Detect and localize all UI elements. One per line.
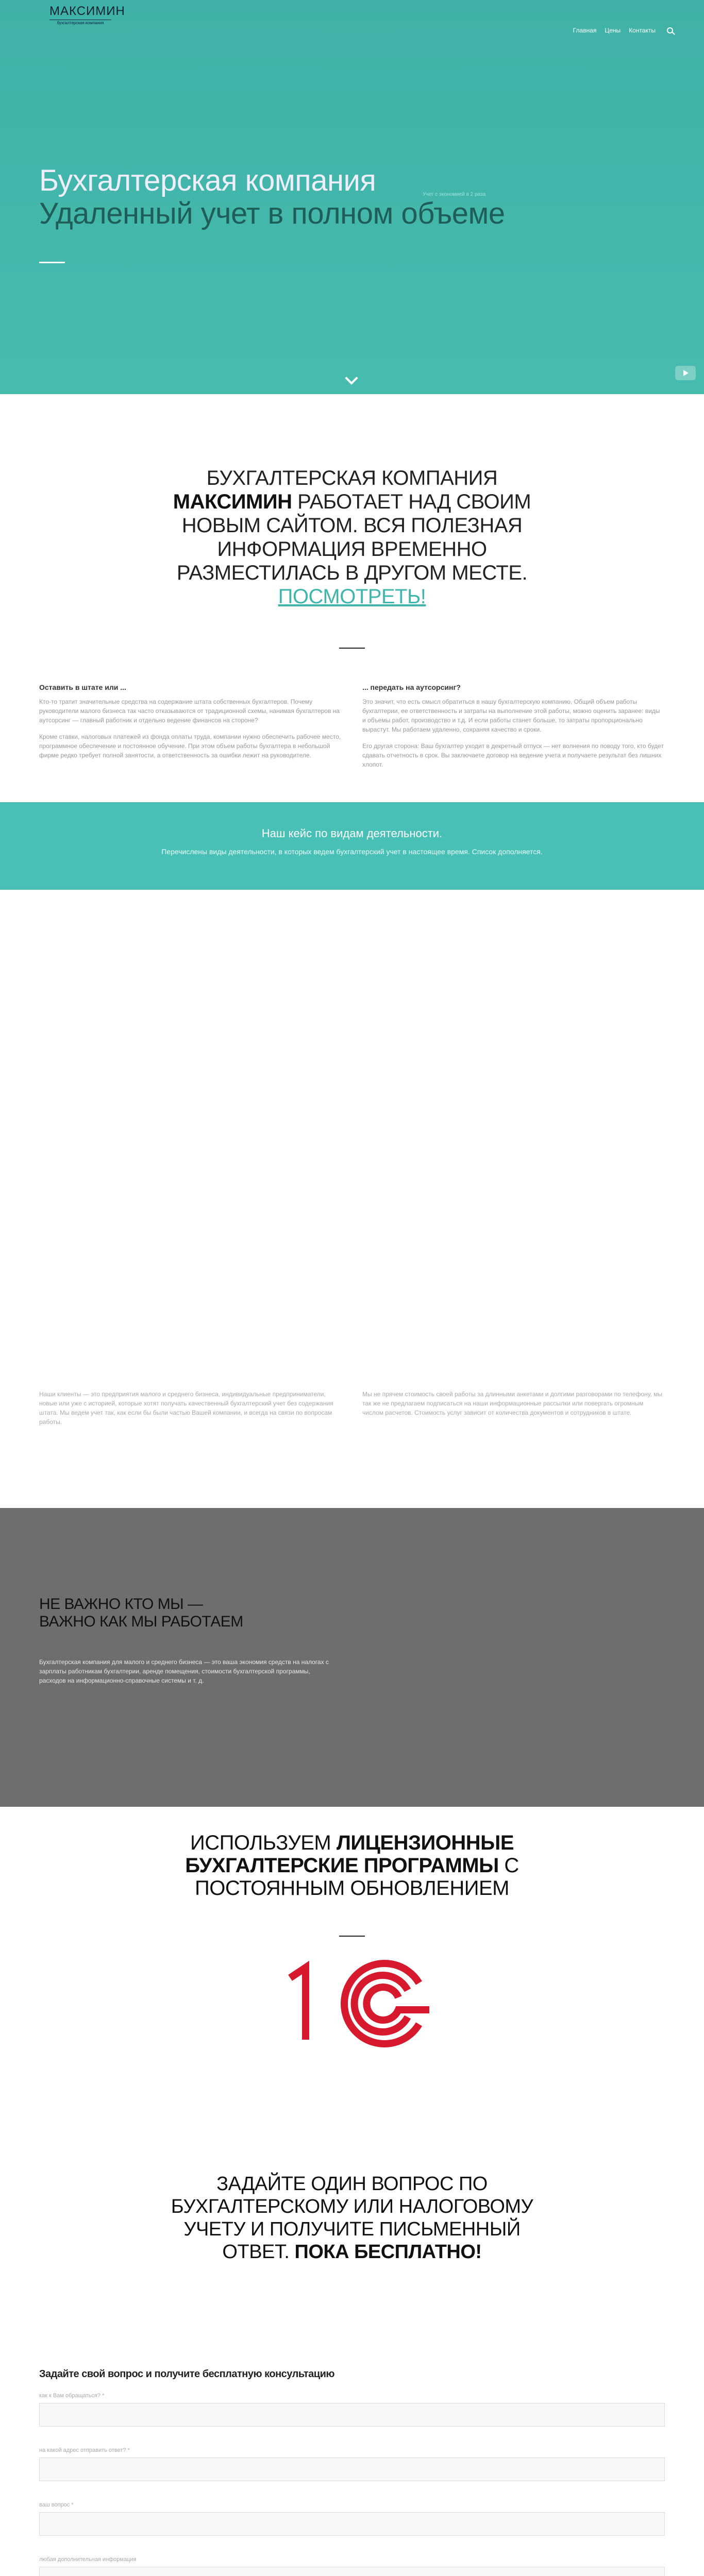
left-column-text-2: Кроме ставки, налоговых платежей из фонда оплаты труда, компании нужно обеспечить рабочее место, программное обеспечение и постоянное обучение. При этом объем работы бухгалтера в небольшой фирме редко требует полной занятости, а ответственность за ошибки лежит на руководителе. [39, 733, 341, 759]
nav-home[interactable]: Главная [573, 27, 597, 34]
activity-subtitle: Перечислены виды деятельности, в которых ведем бухгалтерский учет в настоящее время. Список дополняется. [161, 848, 543, 856]
logo-title: МАКСИМИН [49, 4, 125, 18]
question-field[interactable] [39, 2512, 665, 2536]
intro-link[interactable]: ПОСМОТРЕТЬ! [278, 585, 426, 608]
license-section [0, 1807, 704, 2162]
email-field[interactable] [39, 2458, 665, 2481]
blank-area [0, 890, 704, 1389]
onec-logo [270, 1957, 434, 2050]
right-column [362, 683, 665, 776]
nav-prices[interactable]: Цены [605, 27, 621, 34]
left-column-text-1: Кто-то тратит значительные средства на содержание штата собственных бухгалтеров. Почему руководители малого бизнеса так часто отказываются от традиционной схемы, нанимая бухгалтеров на аутсорсинг — главный работник и отдельно ведение финансов на стороне? [39, 698, 340, 724]
question-text-b: ПОКА БЕСПЛАТНО! [294, 2241, 482, 2263]
question-heading [166, 2173, 538, 2263]
question-label: ваш вопрос * [39, 2502, 74, 2508]
hero-hint: Учет с экономией в 2 раза [423, 192, 486, 197]
intro-text-a: БУХГАЛТЕРСКАЯ КОМПАНИЯ [206, 467, 498, 489]
name-field[interactable] [39, 2403, 665, 2427]
top-bar [0, 0, 704, 41]
how-we-work-heading-1: НЕ ВАЖНО КТО МЫ — [39, 1596, 203, 1613]
intro-text-c: РАБОТАЕТ НАД СВОИМ НОВЫМ САЙТОМ. ВСЯ ПОЛЕЗНАЯ ИНФОРМАЦИЯ ВРЕМЕННО РАЗМЕСТИЛАСЬ В ДРУГОМ МЕСТЕ. [176, 490, 531, 584]
how-we-work-text: Бухгалтерская компания для малого и среднего бизнеса — это ваша экономия средств на налогах с зарплаты работникам бухгалтерии, аренде помещения, стоимости бухгалтерской программы, расходов на информационно-справочные системы и т. д. [39, 1658, 329, 1684]
right-column-text-2: Его другая сторона: Ваш бухгалтер уходит в декретный отпуск — нет волнения по поводу того, кто будет сдавать отчетность в срок. Вы заключаете договор на ведение учета и получаете результат без лишних хлопот. [362, 742, 664, 768]
form-title: Задайте свой вопрос и получите бесплатную консультацию [39, 2368, 334, 2380]
extra-info-label: любая дополнительная информация [39, 2556, 137, 2563]
search-icon[interactable] [667, 27, 673, 33]
chevron-down-icon[interactable] [345, 371, 358, 384]
hero-title [39, 165, 555, 231]
name-label: как к Вам обращаться? * [39, 2393, 105, 2399]
how-we-work-section [0, 1508, 704, 1807]
logo[interactable] [49, 4, 125, 25]
how-we-work-heading [39, 1596, 243, 1631]
license-divider [339, 1936, 365, 1937]
clients-right-text: Мы не прячем стоимость своей работы за длинными анкетами и долгими разговорами по телефону, мы так же не предлагаем подписаться на наши информационные рассылки или повергать огромным числом расчетов. Стоимость услуг зависит от количества документов и сотрудников в штате. [362, 1391, 662, 1416]
main-nav [573, 27, 673, 34]
clients-left-text: Наши клиенты — это предприятия малого и среднего бизнеса, индивидуальные предприниматели, новые или уже с историей, которые хотят получать качественный бухгалтерский учет без содержания штата. Мы ведем учет так, как если бы были частью Вашей компании, и всегда на связи по вопросам работы. [39, 1391, 333, 1426]
license-heading [182, 1832, 522, 1900]
play-icon[interactable] [675, 366, 696, 380]
hero-divider [39, 262, 65, 263]
license-text-c: С ПОСТОЯННЫМ ОБНОВЛЕНИЕМ [195, 1854, 519, 1900]
right-column-heading: ... передать на аутсорсинг? [362, 683, 461, 691]
email-label: на какой адрес отправить ответ? * [39, 2447, 130, 2453]
intro-section [0, 394, 704, 683]
nav-contacts[interactable]: Контакты [629, 27, 656, 34]
intro-divider [339, 648, 365, 649]
license-text-b: ЛИЦЕНЗИОННЫЕ БУХГАЛТЕРСКИЕ ПРОГРАММЫ [185, 1832, 514, 1877]
left-column [39, 683, 342, 776]
activity-heading: Наш кейс по видам деятельности. [261, 827, 443, 840]
hero-line-1: Бухгалтерская компания [39, 164, 376, 197]
hero-section [0, 0, 704, 394]
license-text-a: ИСПОЛЬЗУЕМ [190, 1832, 331, 1854]
outsourcing-columns [0, 683, 704, 776]
left-column-heading: Оставить в штате или ... [39, 683, 126, 691]
intro-heading [156, 466, 548, 608]
extra-info-textarea[interactable] [39, 2567, 665, 2576]
intro-company-name: МАКСИМИН [173, 490, 292, 513]
right-column-text-1: Это значит, что есть смысл обратиться в нашу бухгалтерскую компанию. Общий объем работы бухгалтерии, ее ответственность и затраты на выполнение этой работы, можно оценить заранее: виды и объемы работ, производство и т.д. И если работы станет больше, то затраты пропорционально вырастут. Мы работаем удаленно, сохраняя качество и сроки. [362, 698, 660, 733]
clients-columns [0, 1389, 704, 1508]
hero-line-2: Удаленный учет в полном объеме [39, 197, 505, 230]
question-section [0, 2162, 704, 2368]
consultation-form [0, 2368, 704, 2576]
activity-banner [0, 802, 704, 890]
how-we-work-heading-2: ВАЖНО КАК МЫ РАБОТАЕМ [39, 1613, 243, 1630]
logo-subtitle: бухгалтерская компания [49, 20, 111, 25]
question-text-a: ЗАДАЙТЕ ОДИН ВОПРОС ПО БУХГАЛТЕРСКОМУ ИЛИ НАЛОГОВОМУ УЧЕТУ И ПОЛУЧИТЕ ПИСЬМЕННЫЙ ОТВЕТ. [171, 2173, 533, 2263]
